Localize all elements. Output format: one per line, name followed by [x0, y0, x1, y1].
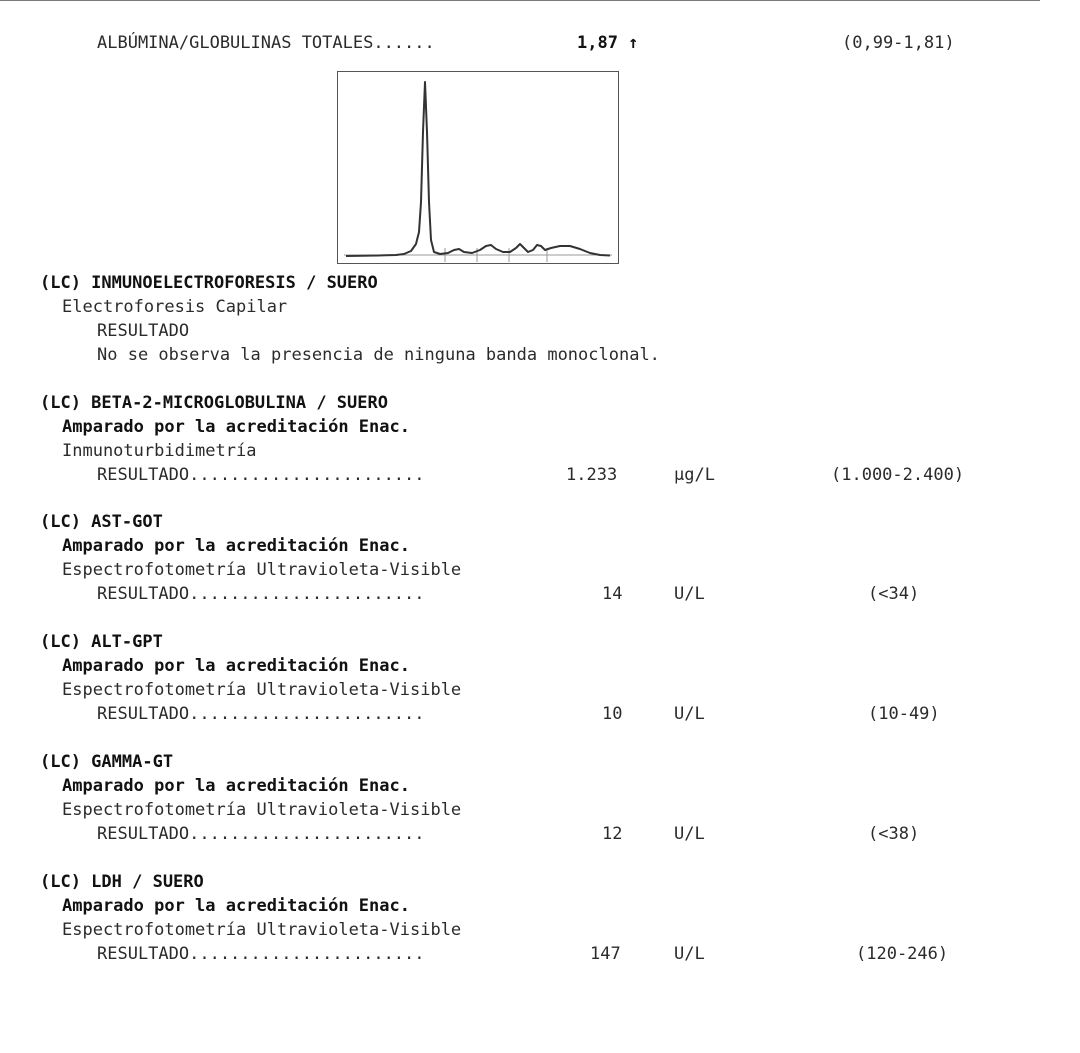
result-unit-ast: U/L [674, 584, 705, 604]
section-method-alt: Espectrofotometría Ultravioleta-Visible [62, 680, 462, 700]
accreditation-ggt: Amparado por la acreditación Enac. [62, 776, 410, 796]
result-unit-beta2: µg/L [674, 465, 715, 485]
result-text-inmunoelectroforesis: No se observa la presencia de ninguna banda monoclonal. [97, 345, 660, 365]
result-range-beta2: (1.000-2.400) [831, 465, 965, 485]
electrophoretogram [337, 71, 619, 264]
section-method-beta2: Inmunoturbidimetría [62, 441, 257, 461]
result-label-alt: RESULTADO....................... [97, 704, 425, 724]
accreditation-alt: Amparado por la acreditación Enac. [62, 656, 410, 676]
electrophoretogram-svg [338, 72, 618, 263]
result-label-ggt: RESULTADO....................... [97, 824, 425, 844]
albumin-globulin-value: 1,87 ↑ [577, 33, 639, 53]
result-label-beta2: RESULTADO....................... [97, 465, 425, 485]
accreditation-beta2: Amparado por la acreditación Enac. [62, 417, 410, 437]
result-value-ast: 14 [602, 584, 623, 604]
electrophoretogram-curve [346, 82, 610, 256]
section-method-inmunoelectroforesis: Electroforesis Capilar [62, 297, 288, 317]
result-value-alt: 10 [602, 704, 623, 724]
section-title-ast: (LC) AST-GOT [40, 512, 163, 532]
result-range-ldh: (120-246) [856, 944, 949, 964]
section-title-ggt: (LC) GAMMA-GT [40, 752, 174, 772]
section-title-ldh: (LC) LDH / SUERO [40, 872, 204, 892]
result-label-ldh: RESULTADO....................... [97, 944, 425, 964]
section-method-ldh: Espectrofotometría Ultravioleta-Visible [62, 920, 462, 940]
result-value-beta2: 1.233 [566, 465, 618, 485]
section-title-inmunoelectroforesis: (LC) INMUNOELECTROFORESIS / SUERO [40, 273, 378, 293]
albumin-globulin-range: (0,99-1,81) [842, 33, 955, 53]
result-header-inmunoelectroforesis: RESULTADO [97, 321, 190, 341]
result-unit-ldh: U/L [674, 944, 705, 964]
result-value-ggt: 12 [602, 824, 623, 844]
result-unit-alt: U/L [674, 704, 705, 724]
accreditation-ast: Amparado por la acreditación Enac. [62, 536, 410, 556]
result-unit-ggt: U/L [674, 824, 705, 844]
section-title-alt: (LC) ALT-GPT [40, 632, 163, 652]
section-method-ggt: Espectrofotometría Ultravioleta-Visible [62, 800, 462, 820]
accreditation-ldh: Amparado por la acreditación Enac. [62, 896, 410, 916]
result-value-ldh: 147 [590, 944, 621, 964]
section-method-ast: Espectrofotometría Ultravioleta-Visible [62, 560, 462, 580]
top-rule [0, 0, 1040, 1]
result-range-ggt: (<38) [868, 824, 920, 844]
result-label-ast: RESULTADO....................... [97, 584, 425, 604]
section-title-beta2: (LC) BETA-2-MICROGLOBULINA / SUERO [40, 393, 388, 413]
result-range-ast: (<34) [868, 584, 920, 604]
albumin-globulin-label: ALBÚMINA/GLOBULINAS TOTALES...... [97, 33, 435, 53]
result-range-alt: (10-49) [868, 704, 940, 724]
